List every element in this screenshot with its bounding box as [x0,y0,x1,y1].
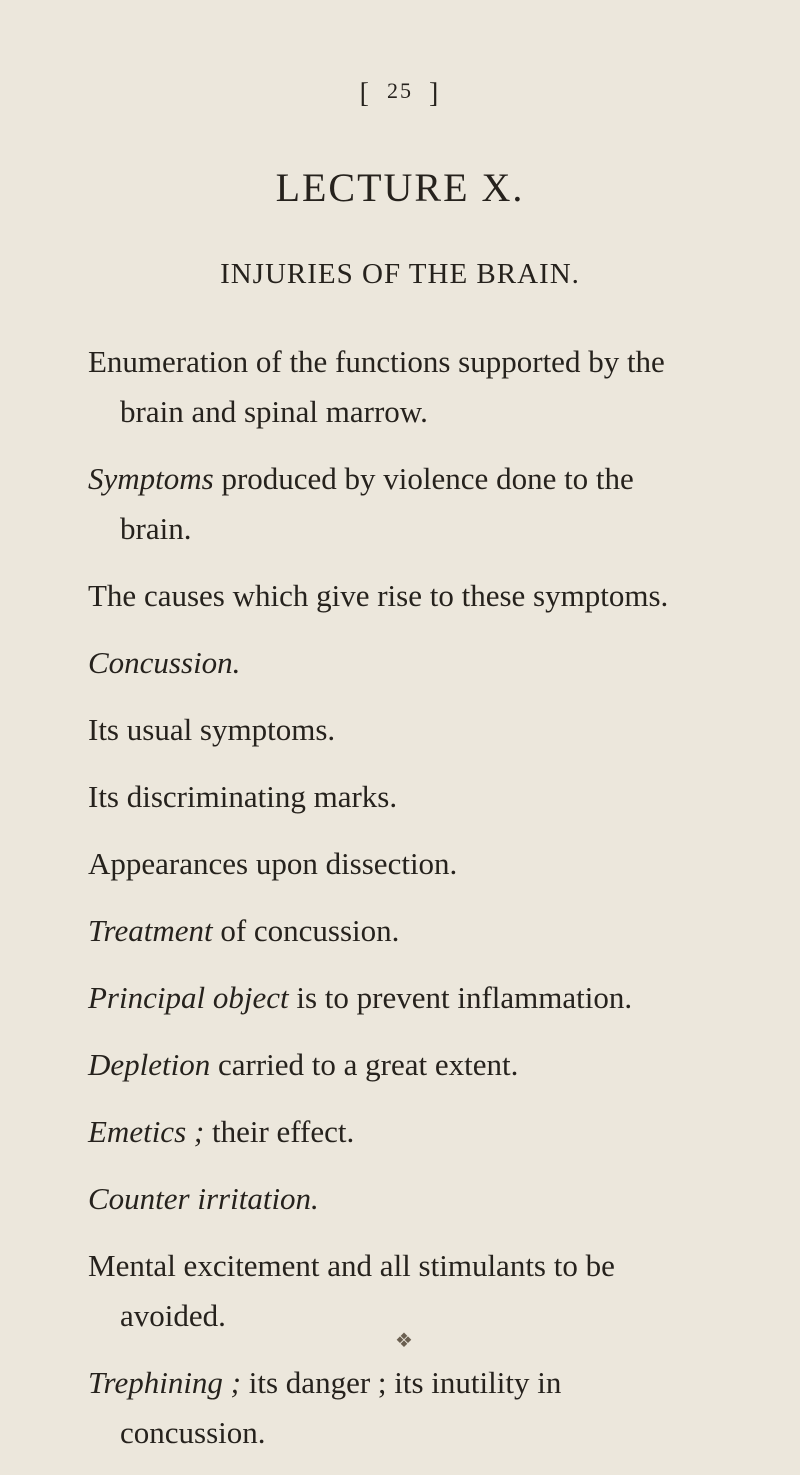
entry-emphasis: Trephining ; [88,1365,242,1400]
subject-heading: INJURIES OF THE BRAIN. [220,258,580,290]
entry-emphasis: Concussion. [88,645,241,680]
entry-text: produced by violence done to the brain. [120,461,634,546]
content-entry [88,1174,708,1224]
bracket-close: ] [429,78,441,109]
content-entry [88,839,708,889]
entry-text: Mental excitement and all stimulants to be avoided. [88,1248,615,1333]
entry-text: is to prevent inflammation. [288,980,633,1015]
content-entry [88,571,708,621]
bracket-open: [ [359,78,371,109]
content-entry [88,1241,708,1341]
entry-emphasis: Treatment [88,913,213,948]
entry-emphasis: Principal object [88,980,289,1015]
content-entry [88,973,708,1023]
content-entry [88,906,708,956]
entry-text: Its discriminating marks. [88,779,398,814]
entry-text: their effect. [204,1114,355,1149]
content-entry [88,638,708,688]
printer-mark-icon: ❖ [395,1330,413,1352]
lecture-title: LECTURE X. [275,165,525,210]
entry-text: of concussion. [212,913,400,948]
page-number-value: 25 [387,78,413,103]
entry-text: carried to a great extent. [210,1047,519,1082]
content-entry [88,1040,708,1090]
entry-text: Its usual symptoms. [88,712,336,747]
entry-emphasis: Symptoms [88,461,214,496]
entry-text: Appearances upon dissection. [88,846,458,881]
page-number [0,78,800,110]
entry-emphasis: Counter irritation. [88,1181,319,1216]
content-entry [88,705,708,755]
content-entry [88,1358,708,1458]
entry-text: Enumeration of the functions supported by the brain and spinal marrow. [88,344,665,429]
content-entry [88,772,708,822]
entry-text: The causes which give rise to these symptoms. [88,578,669,613]
content-entry [88,1107,708,1157]
content-entry [88,454,708,554]
lecture-contents [88,337,708,1475]
entry-emphasis: Depletion [88,1047,211,1082]
entry-text: its danger ; its inutility in concussion. [120,1365,562,1450]
entry-emphasis: Emetics ; [88,1114,205,1149]
content-entry [88,337,708,437]
